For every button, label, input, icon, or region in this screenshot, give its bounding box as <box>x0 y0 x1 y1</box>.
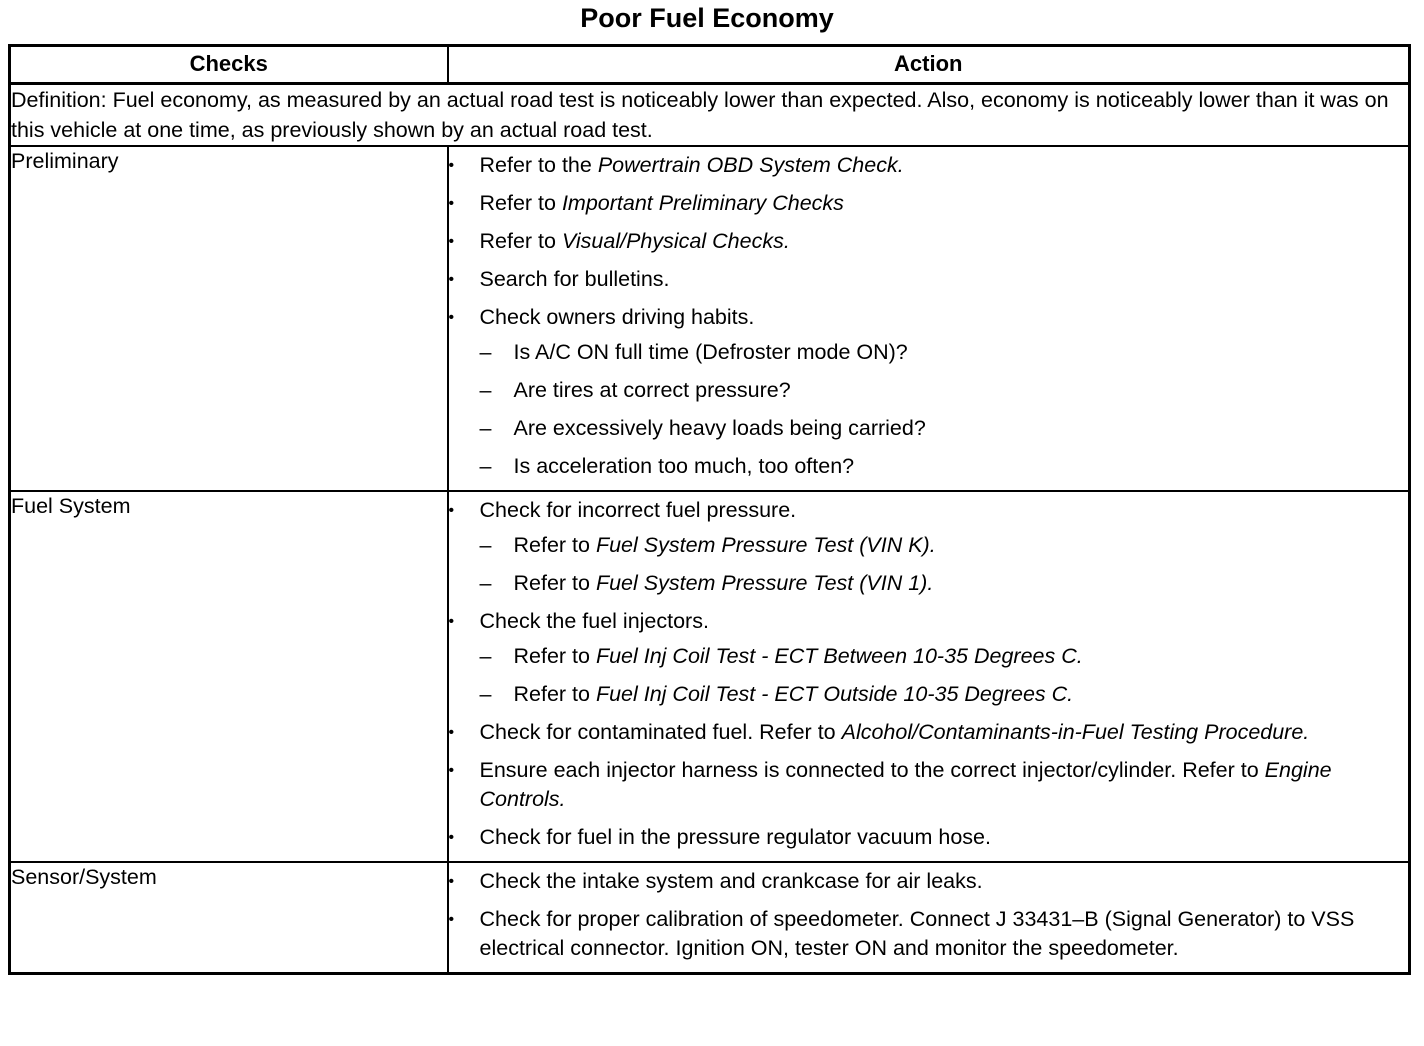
action-text: Refer to the <box>479 153 598 177</box>
sub-action-text: Are tires at correct pressure? <box>513 378 791 402</box>
diagnostic-table <box>8 44 1411 975</box>
sub-action-item <box>480 642 1409 671</box>
action-text: Refer to <box>479 191 562 215</box>
action-text: Check for fuel in the pressure regulator vacuum hose. <box>479 825 991 849</box>
action-text: Check for incorrect fuel pressure. <box>479 498 797 522</box>
action-item <box>449 303 1409 481</box>
table-row <box>10 862 1410 974</box>
action-text: Check for contaminated fuel. Refer to <box>479 720 842 744</box>
sub-action-text: Refer to <box>513 533 596 557</box>
sub-action-text: Is acceleration too much, too often? <box>513 454 855 478</box>
check-category: Preliminary <box>10 146 448 491</box>
reference-title: Fuel System Pressure Test (VIN 1). <box>595 571 934 595</box>
action-text: Check owners driving habits. <box>479 305 755 329</box>
definition-row <box>10 84 1410 147</box>
action-item <box>449 756 1409 814</box>
sub-action-list <box>480 531 1409 598</box>
action-item <box>449 718 1409 747</box>
action-item <box>449 496 1409 598</box>
sub-action-text: Refer to <box>513 644 596 668</box>
sub-action-text: Is A/C ON full time (Defroster mode ON)? <box>513 340 908 364</box>
action-item <box>449 227 1409 256</box>
action-list <box>449 151 1409 481</box>
sub-action-text: Refer to <box>513 571 596 595</box>
action-item <box>449 189 1409 218</box>
action-cell <box>448 862 1410 974</box>
action-text: Ensure each injector harness is connected to the correct injector/cylinder. Refer to <box>479 758 1265 782</box>
sub-action-list <box>480 642 1409 709</box>
sub-action-item <box>480 338 1409 367</box>
reference-title: Fuel Inj Coil Test - ECT Outside 10-35 Degrees C. <box>595 682 1074 706</box>
action-item <box>449 151 1409 180</box>
check-category: Sensor/System <box>10 862 448 974</box>
reference-title: Important Preliminary Checks <box>561 191 844 215</box>
reference-title: Visual/Physical Checks. <box>561 229 790 253</box>
table-row <box>10 491 1410 862</box>
action-list <box>449 496 1409 852</box>
sub-action-text: Refer to <box>513 682 596 706</box>
action-item <box>449 867 1409 896</box>
definition-text: Definition: Fuel economy, as measured by an actual road test is noticeably lower than expected. Also, economy is noticeably lower than it was on this vehicle at one time, as previously shown by an actual road test. <box>10 84 1410 147</box>
reference-title: Powertrain OBD System Check. <box>597 153 904 177</box>
check-category: Fuel System <box>10 491 448 862</box>
action-cell <box>448 491 1410 862</box>
action-text: Refer to <box>479 229 562 253</box>
action-item <box>449 607 1409 709</box>
action-item <box>449 823 1409 852</box>
action-item <box>449 905 1409 963</box>
sub-action-list <box>480 338 1409 481</box>
sub-action-item <box>480 531 1409 560</box>
action-text: Search for bulletins. <box>479 267 670 291</box>
sub-action-item <box>480 569 1409 598</box>
action-cell <box>448 146 1410 491</box>
action-text: Check the intake system and crankcase for air leaks. <box>479 869 983 893</box>
sub-action-item <box>480 414 1409 443</box>
page-title: Poor Fuel Economy <box>580 3 834 33</box>
sub-action-item <box>480 452 1409 481</box>
reference-title: Fuel Inj Coil Test - ECT Between 10-35 Degrees C. <box>595 644 1083 668</box>
action-text: Check for proper calibration of speedometer. Connect J 33431–B (Signal Generator) to VSS electrical connector. Ignition ON, tester ON and monitor the speedometer. <box>479 907 1355 960</box>
reference-title: Alcohol/Contaminants-in-Fuel Testing Procedure. <box>841 720 1310 744</box>
reference-title: Engine Controls. <box>479 758 1332 811</box>
checks-column-header: Checks <box>10 46 448 84</box>
action-item <box>449 265 1409 294</box>
reference-title: Fuel System Pressure Test (VIN K). <box>595 533 936 557</box>
sub-action-text: Are excessively heavy loads being carried? <box>513 416 926 440</box>
action-column-header: Action <box>448 46 1410 84</box>
sub-action-item <box>480 680 1409 709</box>
action-list <box>449 867 1409 963</box>
action-text: Check the fuel injectors. <box>479 609 709 633</box>
table-row <box>10 146 1410 491</box>
sub-action-item <box>480 376 1409 405</box>
header-row <box>10 46 1410 84</box>
